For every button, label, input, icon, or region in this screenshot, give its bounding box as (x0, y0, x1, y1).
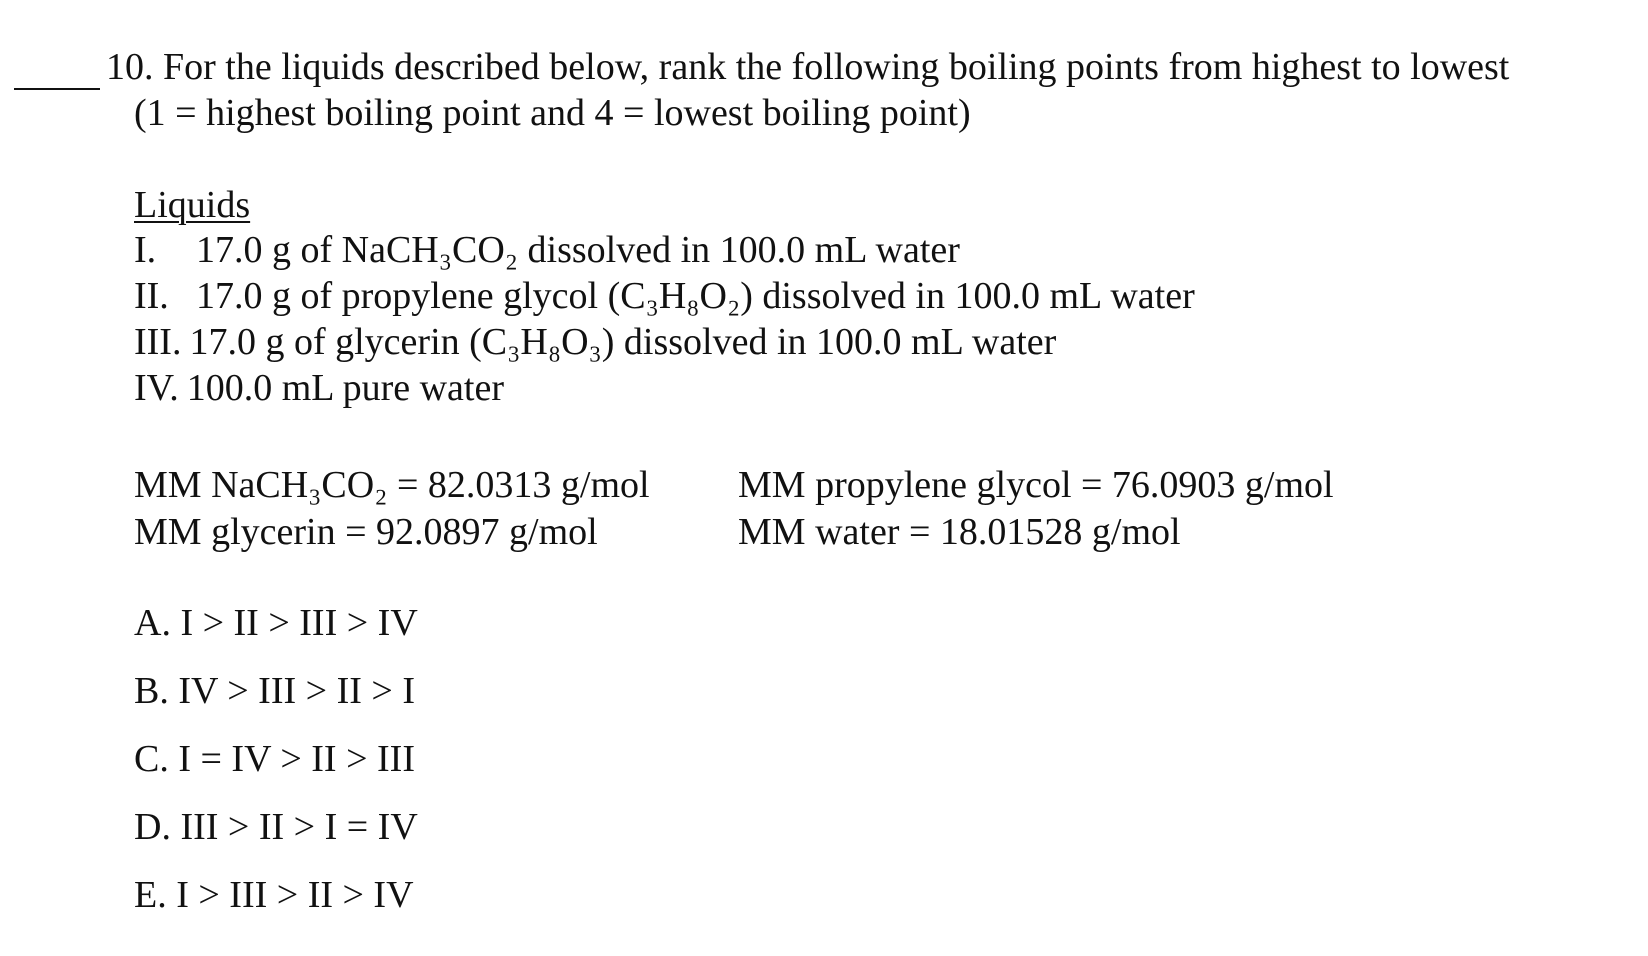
answer-choices (134, 604, 418, 944)
liquid-text: 100.0 mL pure water (186, 367, 504, 409)
choice-d[interactable]: D. III > II > I = IV (134, 806, 418, 848)
liquid-number: IV. (134, 367, 179, 409)
liquid-item (134, 323, 1195, 369)
choice-e[interactable]: E. I > III > II > IV (134, 874, 414, 916)
liquid-item (134, 277, 1195, 323)
answer-blank[interactable] (14, 88, 100, 90)
molar-mass-left-column (134, 466, 650, 560)
question-text-1: For the liquids described below, rank the following boiling points from highest to lowest (163, 46, 1510, 88)
liquid-text: 17.0 g of propylene glycol (C₃H₈O₂) dissolved in 100.0 mL water (196, 275, 1195, 317)
question-line-1 (106, 48, 1509, 86)
liquid-item (134, 231, 1195, 277)
choice-c[interactable]: C. I = IV > II > III (134, 738, 415, 780)
liquid-number: I. (134, 229, 157, 271)
liquid-text: 17.0 g of glycerin (C₃H₈O₃) dissolved in 100.0 mL water (189, 321, 1057, 363)
molar-mass-right-column (738, 466, 1334, 560)
liquids-heading: Liquids (134, 184, 251, 226)
question-line-2: (1 = highest boiling point and 4 = lowest boiling point) (134, 92, 971, 134)
molar-mass-water: MM water = 18.01528 g/mol (738, 511, 1181, 553)
liquid-text: 17.0 g of NaCH₃CO₂ dissolved in 100.0 mL water (196, 229, 960, 271)
liquid-item (134, 369, 1195, 415)
question-number: 10. (106, 46, 154, 88)
molar-mass-nach3co2: MM NaCH₃CO₂ = 82.0313 g/mol (134, 464, 650, 506)
liquids-section (134, 186, 1195, 415)
molar-mass-propylene-glycol: MM propylene glycol = 76.0903 g/mol (738, 464, 1334, 506)
choice-b[interactable]: B. IV > III > II > I (134, 670, 415, 712)
liquid-number: III. (134, 321, 182, 363)
molar-mass-glycerin: MM glycerin = 92.0897 g/mol (134, 511, 598, 553)
choice-a[interactable]: A. I > II > III > IV (134, 602, 418, 644)
liquid-number: II. (134, 275, 169, 317)
